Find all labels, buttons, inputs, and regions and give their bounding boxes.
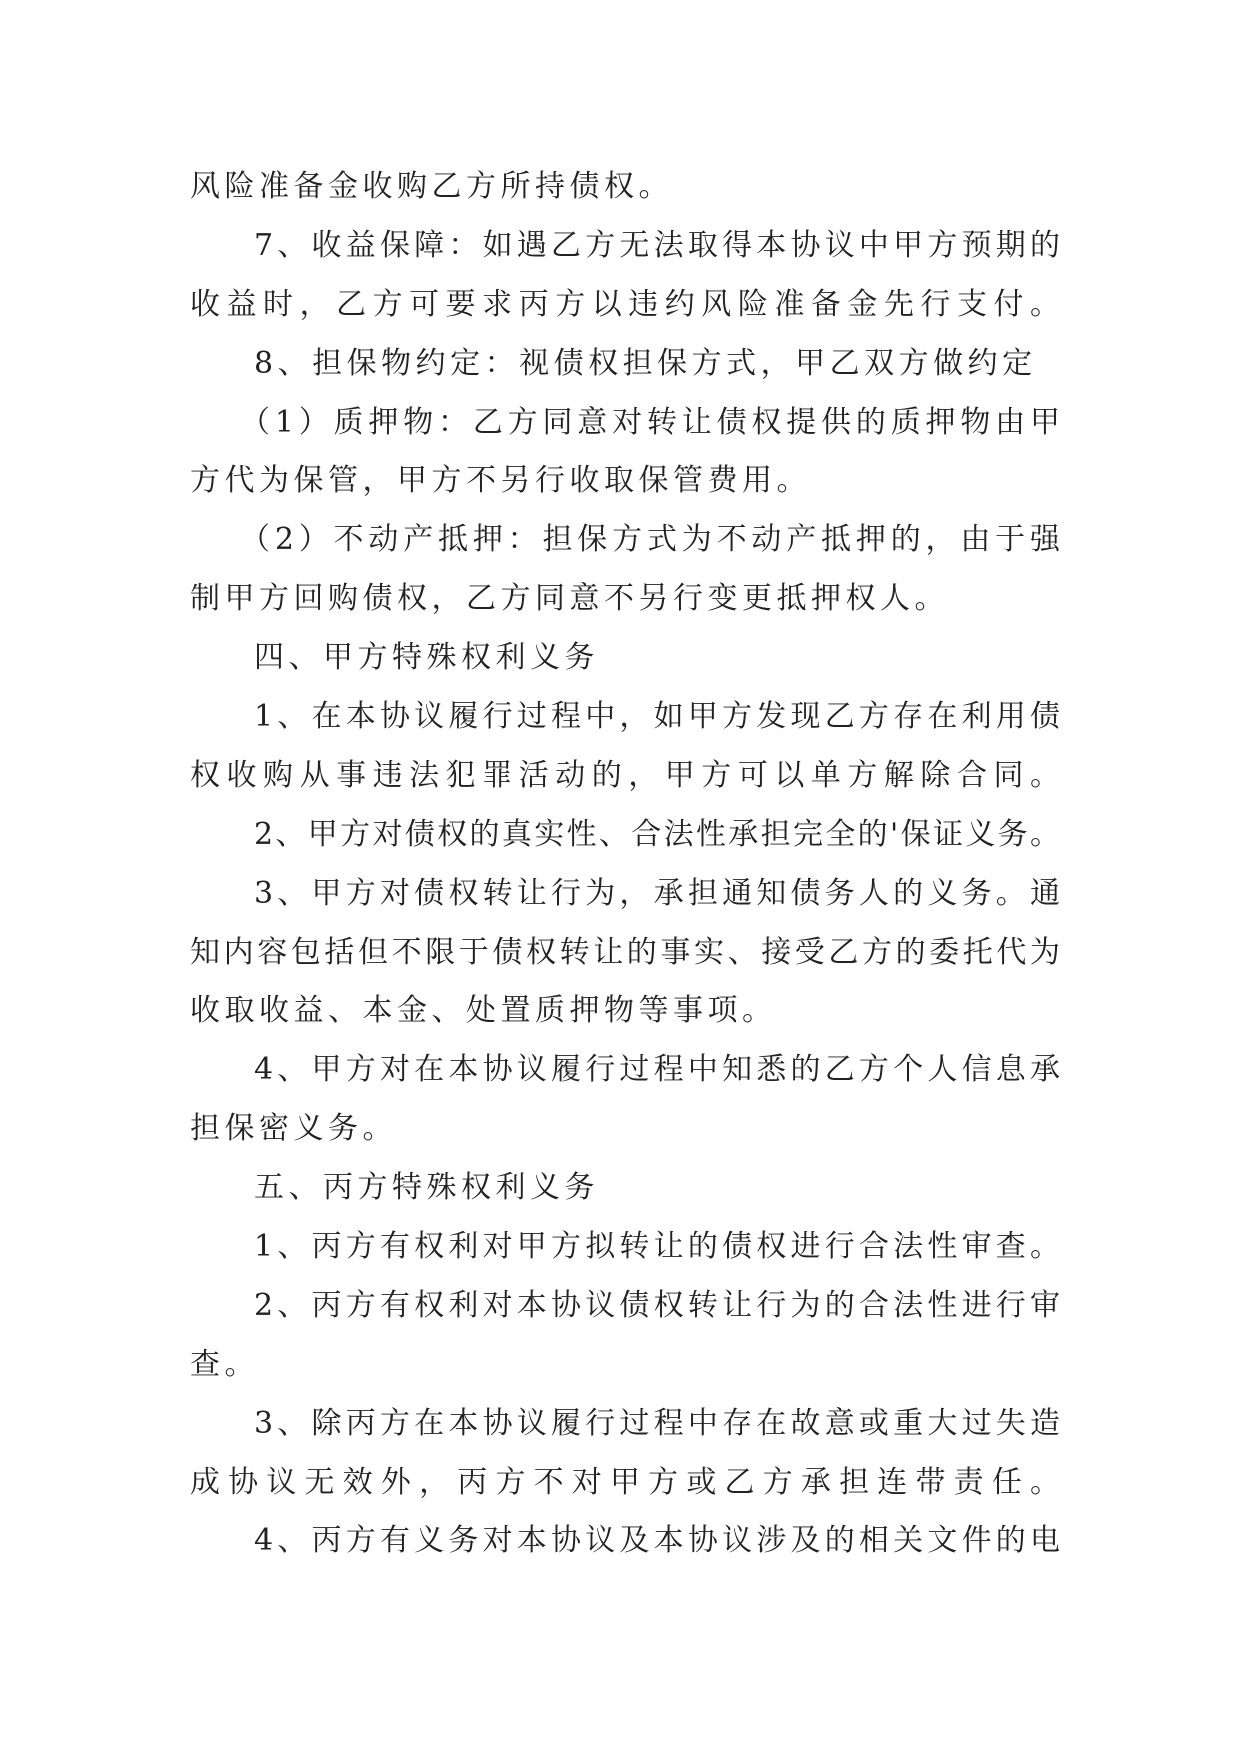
- text-line: （1）质押物：乙方同意对转让债权提供的质押物由甲: [240, 404, 1060, 440]
- text-line: 查。: [190, 1346, 259, 1382]
- text-line: 权收购从事违法犯罪活动的，甲方可以单方解除合同。: [190, 757, 1060, 793]
- text-line: 3、除丙方在本协议履行过程中存在故意或重大过失造: [254, 1405, 1060, 1441]
- text-line: 2、甲方对债权的真实性、合法性承担完全的'保证义务。: [254, 816, 1060, 852]
- text-line: 风险准备金收购乙方所持债权。: [190, 169, 673, 204]
- text-line: 收取收益、本金、处置质押物等事项。: [190, 993, 777, 1029]
- text-line: （2）不动产抵押：担保方式为不动产抵押的，由于强: [240, 522, 1060, 558]
- text-line: 制甲方回购债权，乙方同意不另行变更抵押权人。: [190, 581, 949, 617]
- text-line: 方代为保管，甲方不另行收取保管费用。: [190, 463, 811, 499]
- text-line: 4、甲方对在本协议履行过程中知悉的乙方个人信息承: [254, 1052, 1060, 1088]
- text-line: 1、丙方有权利对甲方拟转让的债权进行合法性审查。: [254, 1229, 1060, 1265]
- text-line: 8、担保物约定：视债权担保方式，甲乙双方做约定: [254, 345, 1037, 381]
- text-line: 担保密义务。: [190, 1111, 397, 1147]
- text-line: 7、收益保障：如遇乙方无法取得本协议中甲方预期的: [254, 227, 1060, 263]
- section-heading: 四、甲方特殊权利义务: [254, 640, 599, 676]
- text-line: 知内容包括但不限于债权转让的事实、接受乙方的委托代为: [190, 934, 1060, 970]
- section-heading: 五、丙方特殊权利义务: [254, 1170, 599, 1206]
- text-line: 1、在本协议履行过程中，如甲方发现乙方存在利用债: [254, 699, 1060, 735]
- text-line: 3、甲方对债权转让行为，承担通知债务人的义务。通: [254, 875, 1060, 911]
- document-body: [190, 158, 1060, 1571]
- text-line: 成协议无效外，丙方不对甲方或乙方承担连带责任。: [190, 1464, 1060, 1500]
- text-line: 收益时，乙方可要求丙方以违约风险准备金先行支付。: [190, 286, 1060, 322]
- text-line: 2、丙方有权利对本协议债权转让行为的合法性进行审: [254, 1287, 1060, 1323]
- text-line: 4、丙方有义务对本协议及本协议涉及的相关文件的电: [254, 1523, 1060, 1559]
